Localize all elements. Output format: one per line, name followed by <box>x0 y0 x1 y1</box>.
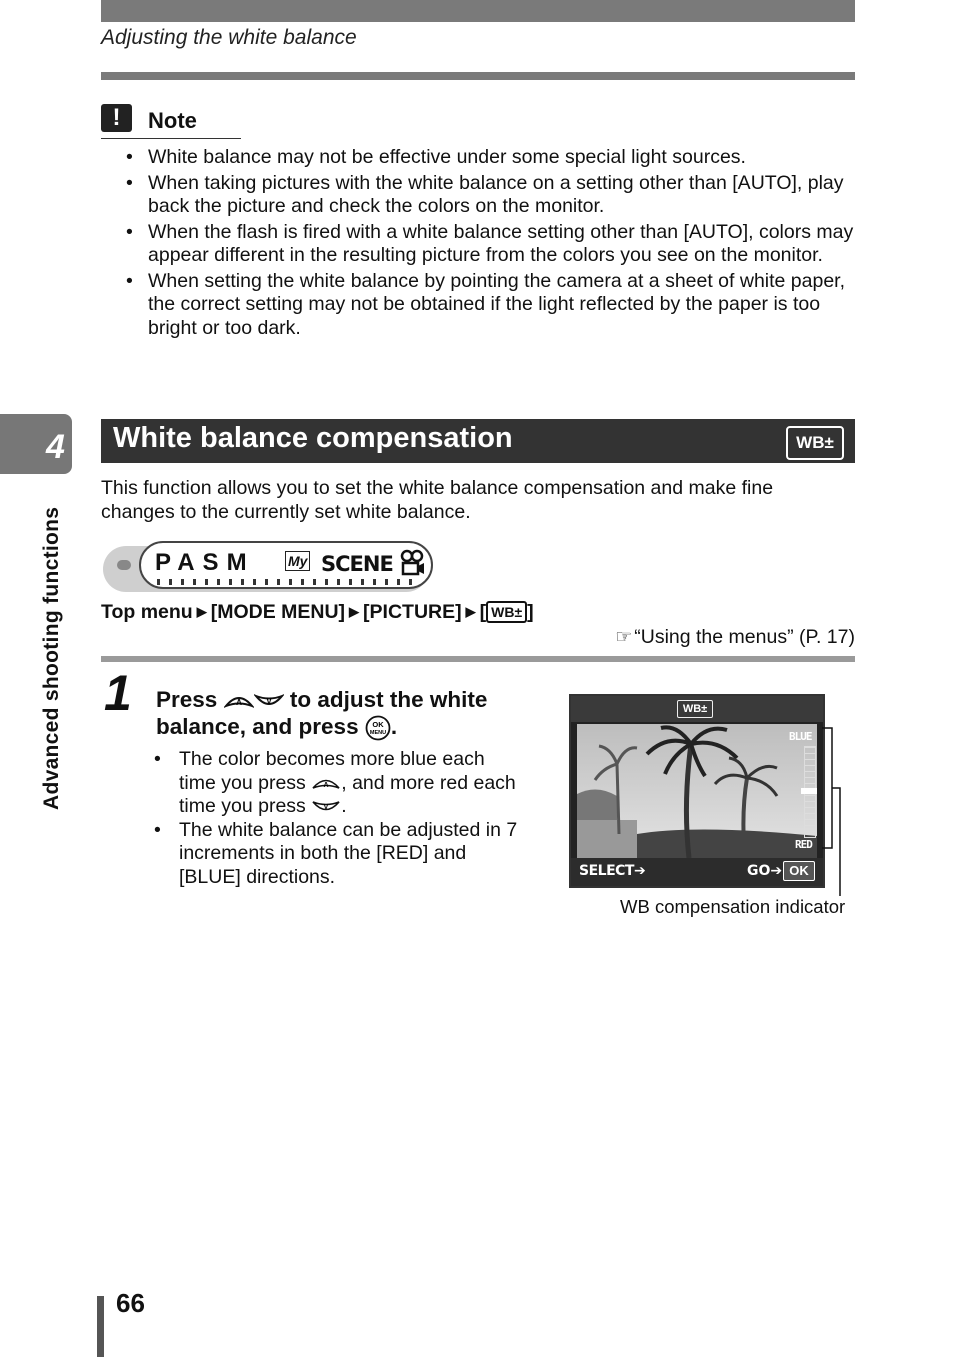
mode-dial <box>139 541 433 589</box>
note-list <box>126 146 856 342</box>
ok-menu-button-icon <box>365 715 391 741</box>
red-label: RED <box>795 838 812 851</box>
intro-paragraph: This function allows you to set the white balance compensation and make fine changes to the currently set white balance. <box>101 477 774 523</box>
pointing-hand-icon: ☞ <box>615 627 633 648</box>
monitor-guide-bar <box>571 858 823 886</box>
chapter-number: 4 <box>46 428 65 466</box>
step-heading <box>156 686 536 741</box>
beach-photo <box>577 724 817 858</box>
down-arrow-label: V <box>323 803 329 811</box>
scene-mode-label: SCENE <box>321 552 393 576</box>
wb-compensation-icon: WB± <box>677 700 713 718</box>
step-press-text: Press <box>156 687 218 712</box>
arrow-right-icon: ▶ <box>349 604 360 619</box>
mode-pointer-icon <box>117 560 131 570</box>
arrow-right-icon: ▶ <box>196 604 207 619</box>
running-header: Adjusting the white balance <box>101 26 357 49</box>
movie-camera-icon <box>399 549 425 577</box>
up-arrow-button-icon <box>224 692 254 710</box>
step-mid-text: to adjust the white balance, and press <box>156 687 488 739</box>
menu-path-picture: [PICTURE] <box>363 601 462 623</box>
bullet-text: , and more red each time you press <box>179 771 516 817</box>
menu-path-bracket-open: [ <box>479 601 487 623</box>
up-arrow-label: A <box>235 698 242 708</box>
up-arrow-button-icon <box>311 775 341 791</box>
ok-label: OK <box>372 720 384 730</box>
reference-text: “Using the menus” (P. 17) <box>634 626 855 648</box>
figure-caption: WB compensation indicator <box>620 896 846 917</box>
up-arrow-label: A <box>323 782 329 790</box>
blue-label: BLUE <box>789 730 812 743</box>
section-title: White balance compensation <box>113 422 513 454</box>
header-bar <box>101 0 855 22</box>
bullet-text: . <box>341 795 347 817</box>
wb-compensation-icon: WB± <box>486 601 527 623</box>
go-guide: GO➔ <box>747 863 783 879</box>
down-arrow-label: V <box>265 697 272 707</box>
note-label: Note <box>148 108 197 133</box>
note-heading <box>101 104 241 139</box>
select-guide: SELECT➔ <box>579 863 646 879</box>
list-item: • When setting the white balance by pointing the camera at a sheet of white paper, the correct setting may not be obtained if the light reflected by the paper is too bright or too dark. <box>126 270 856 341</box>
list-item: • The white balance can be adjusted in 7 increments in both the [RED] and [BLUE] directions. <box>154 819 519 890</box>
wb-compensation-icon: WB± <box>786 426 844 460</box>
menu-path <box>101 601 534 624</box>
down-arrow-button-icon <box>311 799 341 815</box>
menu-path-top: Top menu <box>101 601 193 623</box>
monitor-title-bar <box>571 696 823 722</box>
list-item: • When taking pictures with the white balance on a setting other than [AUTO], play back the picture and check the colors on the monitor. <box>126 172 856 219</box>
mode-dial-strip <box>103 538 433 594</box>
list-item <box>154 748 519 819</box>
ok-button-icon: OK <box>783 861 815 881</box>
list-item: • White balance may not be effective under some special light sources. <box>126 146 856 170</box>
header-rule <box>101 72 855 80</box>
step-notes <box>154 748 519 889</box>
step-end-text: . <box>390 714 398 739</box>
bullet-text: The color becomes more blue each time you press <box>179 748 485 794</box>
exclamation-icon: ! <box>101 104 132 132</box>
camera-monitor <box>569 694 825 888</box>
down-arrow-button-icon <box>254 692 284 710</box>
chapter-title: Advanced shooting functions <box>40 506 63 810</box>
list-item: • When the flash is fired with a white balance setting other than [AUTO], colors may appear different in the resulting picture from the colors you see on the monitor. <box>126 221 856 268</box>
callout-bracket <box>800 720 850 900</box>
step-rule <box>101 656 855 662</box>
arrow-right-icon: ▶ <box>465 604 476 619</box>
page-number: 66 <box>116 1288 145 1318</box>
page-number-bar <box>97 1296 104 1357</box>
my-mode-icon: My <box>285 551 310 571</box>
menu-label: MENU <box>369 730 386 737</box>
page-reference <box>615 626 855 649</box>
step-number: 1 <box>104 665 132 721</box>
menu-path-bracket-close: ] <box>527 601 534 623</box>
mode-letters: PASM <box>155 549 255 576</box>
menu-path-mode-menu: [MODE MENU] <box>210 601 346 623</box>
mode-dial-ticks <box>157 579 415 585</box>
